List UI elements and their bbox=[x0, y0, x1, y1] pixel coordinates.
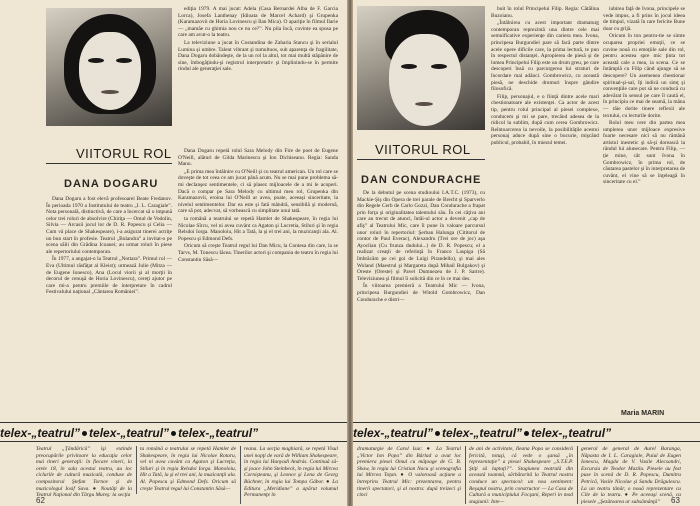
telex-label: telex-„teatrul” bbox=[442, 426, 523, 440]
telex-column-1 bbox=[357, 446, 461, 506]
article-column-3 bbox=[178, 148, 338, 418]
paragraph: La televiziune a jucat în Costandina de Zaharia Stancu şi în serialul Lumina şi umbre. Talent vibrant şi tumultuos, sub aparenţa de fragilitate, Dana Dogaru dobândeşte, de la un rol la altul, tot mai multă stăpânire de sine, îmbogăţindu-şi registrul interpretativ şi împlinindu-se în permite rindul ale generaţiei sale. bbox=[178, 39, 338, 73]
paragraph: „E prima mea întâlnire cu O'Neill şi cu teatrul american. Un rol care se doveşte de tot ceea ce am jucat până acum. Nu se mai pune problema să-mi declanşez sentimentele, ci să plasez mijloacele de a mi le acoperi. Dacă o compar pe Sara Melody cu ultimul meu rol, Grupenka din Karamazovii, eroina lui O'Neill ar avea, poate, aceeaşi sinceritate, la nivelul sentimentelor. Dar ea este şi fată mândră, sensibilă şi modernă, care să pot, adecvat, să vorbească cu simplitate unui tată. bbox=[178, 168, 338, 215]
article-column-2 bbox=[491, 6, 599, 418]
paragraph: În viitoarea premieră a Teatrului Mic — Ivona, principesa Burgundiei de Witold Gombrowicz, Dan Condurache e distri— bbox=[357, 283, 485, 303]
paragraph: iubirea faţă de Ivona, principele se vede impus, a fi prins în jocul ideea de timpul, vizată în rare fericite Bune doar cu grijă. bbox=[603, 6, 685, 32]
title-rule bbox=[46, 163, 172, 164]
page-number: 63 bbox=[671, 496, 680, 505]
paragraph: buit în rolul Principelui Filip. Regia: Cătălina Buzoianu. bbox=[491, 6, 599, 19]
bullet-icon bbox=[82, 431, 87, 436]
actor-name: DAN CONDURACHE bbox=[361, 174, 482, 186]
author-signature: Maria MARIN bbox=[621, 410, 665, 417]
right-page bbox=[353, 0, 700, 506]
telex-column-3 bbox=[244, 446, 338, 506]
telex-strip-left bbox=[0, 422, 347, 442]
telex-column-1 bbox=[36, 446, 132, 499]
paragraph: ediţia 1979. A mai jucat: Adela (Casa Bernardei Alba de F. Garcia Lorca), Josefa Lanthenay (Idioata de Marcel Achard) şi Grupenka (Karamazovii de Horia Lovinescu şi Ilan Mica). O apariţie în filmul Ilarie — „mamăe cu ghimia nou ce nu ce?”. Nu pila încă, cuvinte ea spusa pe care am avut-o la teatru. bbox=[178, 6, 338, 39]
paragraph: „Întâlnirea cu acest important dramaturg contemporan reprezintă una dintre cele mai semnificative experienţe din cariera mea. Ivona, principesa Burgundiei pare să facă parte dintre acele opere dificile care, la prima lectură, te pun în respectul distanţei. Apropierea de piesă şi de lumea Principelui Filip este un drum greu, pe care descoperi însă cu parcurgerea lui straturi de încordare mai adânci. Gombrowicz, cu această piesă, ne deschide drumuri înspre gândire filosofică. bbox=[491, 20, 599, 93]
column-divider bbox=[465, 446, 466, 504]
paragraph: ta română a teatrului se repetă Hamlet de Shakespeare, în regia lui Nicolae Sîrcu, vel ni avea cuvânt ca Agaton şi Lucretia, Stiluri şi în regia Relsdoi Iorga. Manoloiu, Hit a Tată, la şi el trei ani, la muzicanţii ala. Al. Popescu şi Edmond Defs. bbox=[178, 215, 338, 242]
paragraph: Oricum să creşte Teatrul regul lui Dan Micu, la Contesa din care, la se Tarvs, M. Tonescu Iăcea. Tinerilor actori şi compania de teatru în regia lui Constantin Săsă— bbox=[178, 243, 338, 263]
article-column-2 bbox=[178, 6, 338, 146]
title-rule bbox=[357, 159, 485, 160]
page-number: 62 bbox=[36, 496, 45, 505]
telex-column-2 bbox=[140, 446, 236, 506]
bullet-icon bbox=[435, 431, 440, 436]
section-title: VIITORUL ROL bbox=[76, 146, 172, 161]
article-column-1 bbox=[357, 190, 485, 420]
left-page bbox=[0, 0, 347, 506]
actor-portrait bbox=[357, 6, 485, 130]
telex-text: ta română a teatrului se repetă Hamlet de Shakespeare, în regia lui Nicolae Rotaru, vel ni avea cuvânt ca Agaton şi Lucreţia, Stiluri şi în regia Relsdoi Iorga. Manoloiu, Hit a Tată, la şi el trei ani, la muzicanţii ala. Al. Popescu şi Edmond Defs. Oricum să creşte Teatrul regul lui Constantin Săsă— bbox=[140, 446, 236, 492]
paragraph: Dana Dogaru a fost elevă profesoarei Beate Fredanov. În perioada 1970 a Institutului de teatru „I. L. Caragiale”. Nota personală, distinctivă, de care a încercat să o impună celor trei roluri de absolvire (Chiriţa — Omul de Vodolin, Silvia — Arcasii jocul lor de D. R. Popescu şi Celia — Cum vă place de Shakespeare), i-a asigurat tinerei actriţe un bun start în profesie. Teatrul „Bulandra” a invitat-o pe scena sălii din Grădina Icoanei; au urmat roluri în piese ale repertoriului contemporan. bbox=[46, 196, 172, 255]
paragraph: Rolul meu cere din partea mea umplerea unor mijloace expresive foarte necesare nici să nu rămână artistul inestetic şi să-şi dorească la rândul lui alunecare. Pentru Filip, — ţie mine, cât sunt Ivona în Gombrowicz, în prima rol, de căutarea pastelor şi în interpretarea de cuvânt, el vine să se înţeleagă în sinceritate cu el.” bbox=[603, 120, 685, 186]
telex-text: Teatrul „Ţăndărică” îşi extinde preocupările privitoare la educaţia celor mai tineri generaţii: în fiecare vineri, la orele 18, în sala acestui teatru, au loc ciclurile de cultură muzicală, conduse de compozitorul Ştefan Tornov şi de muzicologul Iosif Sava. ● Noutăţi de la Teatrul Naţional din Târgu Mureş: la secţia bbox=[36, 446, 132, 499]
telex-label: telex-„teatrul” bbox=[89, 426, 170, 440]
telex-strip-right bbox=[353, 422, 700, 442]
column-divider bbox=[577, 446, 578, 504]
telex-label: telex-„teatrul” bbox=[0, 426, 81, 440]
column-divider bbox=[240, 446, 241, 504]
paragraph: Oricum în ton pentru-tie se simte ocuparea propriei emoţii, ce se cuvine nouă cu emoţiile sale din rol, pentru acestea spre mic ţinta tot această cale a mea, ia scena. Ce se întâmplă cu Filip când ajunge să se descopere? Un asemenea chestionar spiritual-şi-sal, îţi indică un simţ şi convenţiile care pot să ne conducă cu adevărat în sensul pe care îl caută el, în principiu ce mai de seamă, la mâna — tăie dorite tinere reflexii ale textului, cu lecturile dorite. bbox=[603, 33, 685, 119]
paragraph: Dana Dogaru repetă rolul Sara Melody din Fire de poet de Eugene O'Neill, alături de Gilda Marinescu şi Ion Dichiseanu. Regia: Sanda Manu. bbox=[178, 148, 338, 168]
telex-text: dramaturgie de Carol Isac. ● La Teatrul „Victor Ion Popa” din Bârlad a avut loc premiera piesei Omul cu mâţoage de G. B. Shaw, în regia lui Cristian Nacu şi scenografia lui Mircea Toţan. ● O valoroasă acţiune a întreprins Teatrul Mic: prezentarea, pentru tinerii spectatori, şi al nostru: după treizeci şi cinci bbox=[357, 446, 461, 499]
paragraph: Filip, personajul, e o fiinţă dintre acele mari chestionatoare ale existenţei. Ca actor de acest tip, pentru rolul principal al piesei complexe, conducem şi mi se pare, trecând adesea de la ridicol la sublim, după cum cerea Gombrowicz. Reîntoarcerea la nevoile, la posibilităţile acestui personaj aduce după sine o bucurie, mişcând publicul, probabil, în miezul temei. bbox=[491, 93, 599, 146]
paragraph: În 1977, a angajat-o la Teatrul „Nottara”. Primul rol — Eva (Ultimul răsfăţat al Kleist); urmează Julie (Mitza — de Eugene Ionesco), Ana (Locul viorii şi al morţii în decorul de cenuşă de Horia Lovinescu), cereţi ajutor pe care mi-a pentru premiile de interpretare în cadrul Festivalului naţional „Cântarea României”. bbox=[46, 256, 172, 296]
bullet-icon bbox=[171, 431, 176, 436]
section-title: VIITORUL ROL bbox=[375, 142, 471, 157]
column-divider bbox=[136, 446, 137, 494]
telex-label: telex-„teatrul” bbox=[353, 426, 434, 440]
bullet-icon bbox=[524, 431, 529, 436]
telex-text: de ani de activitate, Ileana Popa se consideră fericită, totuşi, că vede o şansă „în reprezentaţie” a piesei Shakespeare „S.T.E.P. Ştiţi să luptaţi?”. Stagiunea teatrală din această toamnă, sărbătorită la Teatrul nostru conduce un spectacol: un nou sentiment: Reşapul nostru, prin constructor — La Casa de Cultură a municipiului Focşani, Reperi in mod stagiunii: Inte— bbox=[469, 446, 573, 505]
telex-label: telex-„teatrul” bbox=[178, 426, 259, 440]
paragraph: De la debutul pe scena studioului I.A.T.C. (1973), cu Mackie-Şiş din Opera de trei parale de Brecht şi Sparverlo din Regele Cerb de Carlo Gozzi, Dan Condurache a frapat prin forţa şi originalitatea talentului său. În cei câţiva ani care au trecut de atunci, întâi-ul actor a devenit „cap de afiş” al Teatrului Mic, care îl pune în valoare parcursul unor roluri în repertoriul: Şerban Halunga (Cititorul de contor de Paul Everac), Alexandru (Trei ore de joc) aşa Ayoclian (Cu frunza dudului...) de D. R. Popescu; el a realizat creaţii de referinţă în Franco Laspiga (Să îmbrăcăm pe cei goi de Luigi Pirandello), şi mai ales Woland (Maestrul şi Margareta după Mihail Bulgakov) şi Oreste (Oreste) şi Pavel Dumnezeu de J. P. Sartre). Televiziunea şi filmul îi solicită din ce în ce mai des. bbox=[357, 190, 485, 282]
article-column-3 bbox=[603, 6, 685, 410]
actor-name: DANA DOGARU bbox=[64, 178, 159, 190]
telex-text: reana. La secţia maghiară, se repetă Visul unei nopţi de vară de William Shakespeare, în regia lui Hunyadi András. Continuă să-şi joace John Steinbeck, în regia lui Mircea Cornişteanu, şi Leonce şi Lena de Georg Büchner, în regia lui Tompa Gábor. ● La Editura „Meridiane” a apărut volumul Permanenţe în bbox=[244, 446, 338, 499]
telex-text: general de general de Aurel Baranga, Năpasta de I. L. Caragiale, Puiul de Eugen Ionescu, Magda de V. Vasile Alecsandri, Excursia de Teodor Mazilu. Piesele au fost puse în scenă de D. R. Popescu, Dumitru Petrică, Vasile Nicolae şi Sandu Drăgulescu. La un teatru tânăr, o nouă reprezentare cu Cile de la teatru. ● Pe aceeaşi scenă, cu piesele „Şezătoarea ar subsămânţă” bbox=[581, 446, 681, 505]
telex-label: telex-„teatrul” bbox=[531, 426, 612, 440]
actress-portrait bbox=[46, 8, 172, 126]
telex-column-2 bbox=[469, 446, 573, 506]
article-column-1 bbox=[46, 196, 172, 418]
